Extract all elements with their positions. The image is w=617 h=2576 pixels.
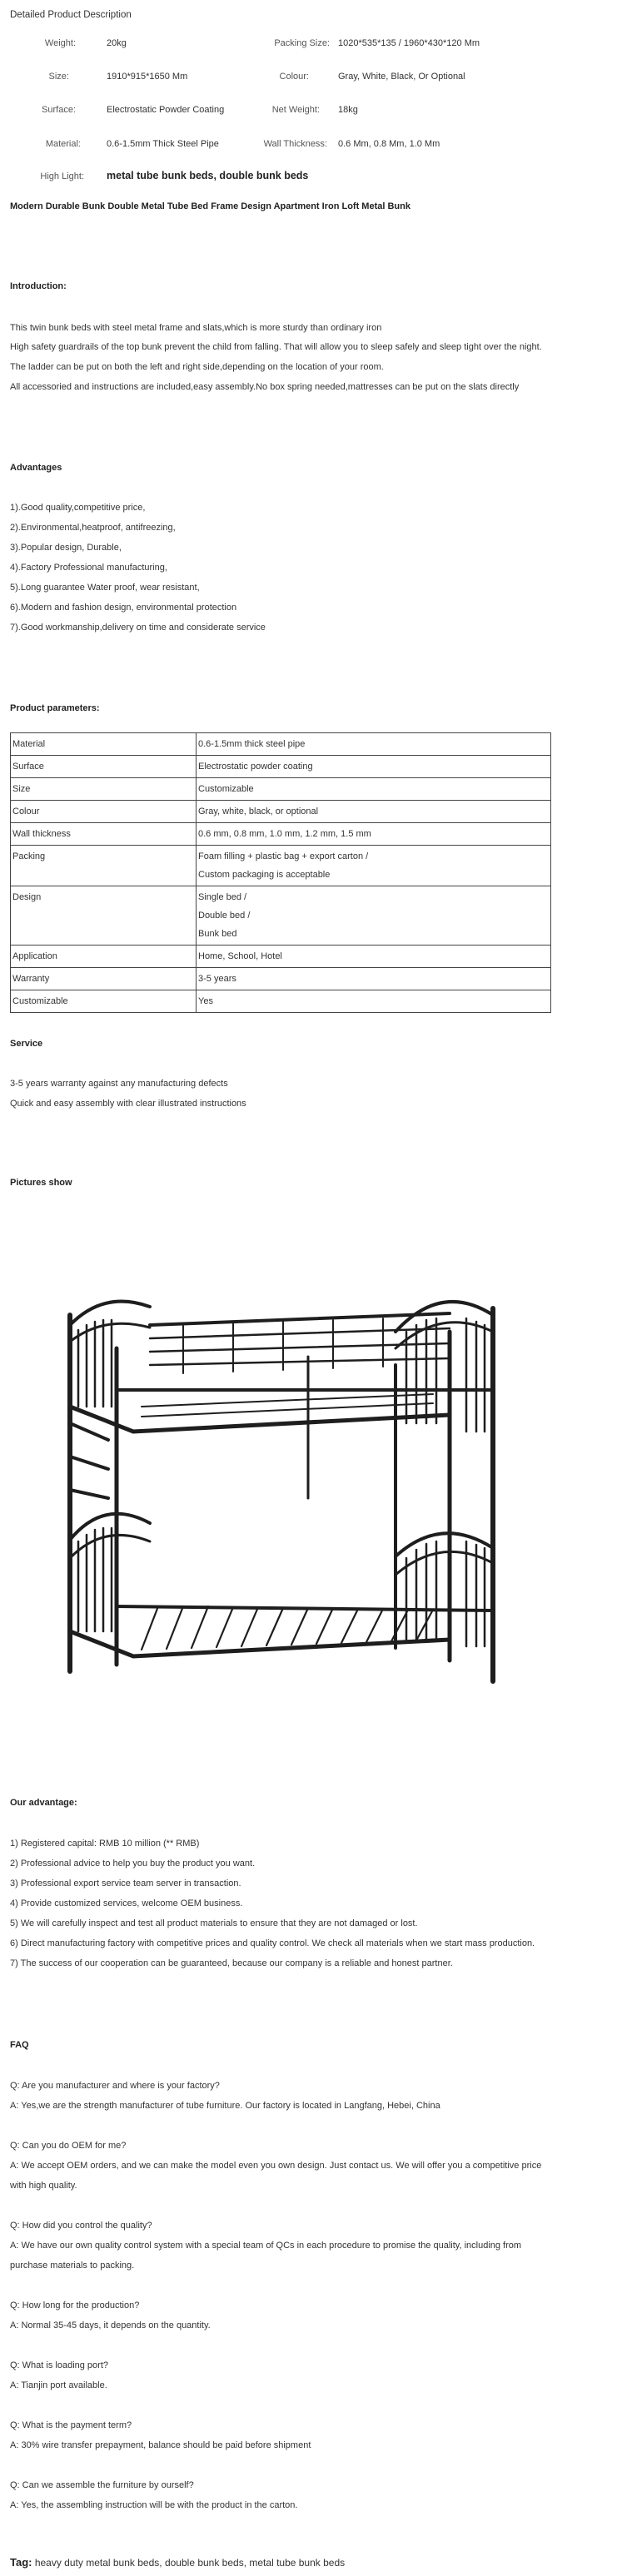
faq-question: Q: Can you do OEM for me? [10, 2141, 127, 2151]
our-advantage-item: 2) Professional advice to help you buy the product you want. [10, 1859, 256, 1869]
spec-net-weight-value: 18kg [338, 105, 358, 115]
param-value-line: Foam filling + plastic bag + export carton / [198, 851, 369, 861]
spec-packing-size-value: 1020*535*135 / 1960*430*120 Mm [338, 38, 480, 48]
spec-material-value: 0.6-1.5mm Thick Steel Pipe [107, 139, 219, 149]
faq-answer: A: Tianjin port available. [10, 2380, 107, 2390]
faq-answer: A: We have our own quality control system with a special team of QCs in each procedure to promise the quality, including from [10, 2241, 522, 2251]
faq-title: FAQ [10, 2040, 29, 2050]
our-advantage-item: 4) Provide customized services, welcome OEM business. [10, 1898, 243, 1908]
table-row [11, 886, 551, 946]
faq-answer: A: Yes, the assembling instruction will be with the product in the carton. [10, 2500, 298, 2510]
our-advantage-item: 3) Professional export service team server in transaction. [10, 1879, 241, 1889]
table-row [11, 968, 551, 990]
introduction-line: This twin bunk beds with steel metal frame and slats,which is more sturdy than ordinary iron [10, 323, 382, 333]
our-advantage-title: Our advantage: [10, 1798, 77, 1808]
table-row [11, 756, 551, 778]
parameters-title: Product parameters: [10, 703, 100, 713]
table-row [11, 801, 551, 823]
param-key: Colour [11, 801, 197, 823]
faq-answer: purchase materials to packing. [10, 2261, 135, 2271]
faq-answer: A: We accept OEM orders, and we can make the model even you own design. Just contact us. We will offer you a competitive price [10, 2161, 542, 2171]
spec-weight-label: Weight: [44, 38, 76, 48]
param-value-line: Bunk bed [198, 929, 237, 939]
tag-link[interactable]: double bunk beds [164, 2557, 244, 2569]
param-value: Home, School, Hotel [197, 946, 551, 968]
spec-size-value: 1910*915*1650 Mm [107, 72, 188, 82]
param-key: Application [11, 946, 197, 968]
faq-question: Q: What is loading port? [10, 2360, 109, 2370]
param-key: Wall thickness [11, 823, 197, 846]
param-key: Packing [11, 846, 197, 886]
advantage-item: 2).Environmental,heatproof, antifreezing, [10, 523, 176, 533]
bunk-bed-image [58, 1248, 508, 1698]
advantage-item: 3).Popular design, Durable, [10, 543, 122, 553]
table-row [11, 946, 551, 968]
advantage-item: 1).Good quality,competitive price, [10, 503, 146, 513]
product-title: Modern Durable Bunk Double Metal Tube Bed Frame Design Apartment Iron Loft Metal Bunk [10, 201, 411, 211]
param-key: Surface [11, 756, 197, 778]
spec-net-weight-label: Net Weight: [271, 105, 320, 115]
param-value [197, 846, 551, 886]
param-value-line: Custom packaging is acceptable [198, 870, 331, 880]
tag-label: Tag: [10, 2556, 32, 2569]
faq-question: Q: What is the payment term? [10, 2420, 132, 2430]
tag-link[interactable]: heavy duty metal bunk beds [34, 2557, 160, 2569]
table-row [11, 778, 551, 801]
spec-colour-value: Gray, White, Black, Or Optional [338, 72, 465, 82]
param-value-line: Double bed / [198, 911, 251, 921]
param-key: Size [11, 778, 197, 801]
table-row [11, 846, 551, 886]
advantage-item: 7).Good workmanship,delivery on time and considerate service [10, 623, 266, 633]
table-row [11, 733, 551, 756]
param-key: Design [11, 886, 197, 946]
param-key: Material [11, 733, 197, 756]
parameters-table [10, 732, 551, 1013]
advantage-item: 5).Long guarantee Water proof, wear resistant, [10, 583, 200, 593]
spec-weight-value: 20kg [107, 38, 127, 48]
spec-surface-value: Electrostatic Powder Coating [107, 105, 225, 115]
spec-surface-label: Surface: [42, 105, 76, 115]
spec-wall-thickness-label: Wall Thickness: [263, 139, 327, 149]
introduction-title: Introduction: [10, 281, 67, 291]
param-key: Warranty [11, 968, 197, 990]
highlight-label: High Light: [40, 171, 84, 181]
param-value-line: Single bed / [198, 892, 247, 902]
tag-list [10, 2556, 345, 2569]
spec-size-label: Size: [48, 72, 69, 82]
highlight-value: metal tube bunk beds, double bunk beds [107, 170, 309, 181]
spec-colour-label: Colour: [279, 72, 309, 82]
introduction-line: The ladder can be put on both the left and right side,depending on the location of your room. [10, 362, 384, 372]
table-row [11, 990, 551, 1013]
faq-answer: A: Yes,we are the strength manufacturer of tube furniture. Our factory is located in Langfang, Hebei, China [10, 2101, 440, 2111]
param-value: Customizable [197, 778, 551, 801]
our-advantage-item: 7) The success of our cooperation can be guaranteed, because our company is a reliable and honest partner. [10, 1958, 453, 1968]
tag-link[interactable]: metal tube bunk beds [249, 2557, 346, 2569]
param-key: Customizable [11, 990, 197, 1013]
introduction-line: All accessoried and instructions are included,easy assembly.No box spring needed,mattresses can be put on the slats directly [10, 382, 520, 392]
param-value: 0.6-1.5mm thick steel pipe [197, 733, 551, 756]
param-value [197, 886, 551, 946]
our-advantage-item: 1) Registered capital: RMB 10 million (** RMB) [10, 1839, 200, 1849]
spec-wall-thickness-value: 0.6 Mm, 0.8 Mm, 1.0 Mm [338, 139, 440, 149]
param-value: Gray, white, black, or optional [197, 801, 551, 823]
page-header: Detailed Product Description [10, 10, 132, 20]
introduction-line: High safety guardrails of the top bunk prevent the child from falling. That will allow you to sleep safely and sleep tight over the night. [10, 342, 542, 352]
pictures-title: Pictures show [10, 1178, 72, 1188]
faq-question: Q: How did you control the quality? [10, 2221, 152, 2231]
table-row [11, 823, 551, 846]
our-advantage-item: 5) We will carefully inspect and test all product materials to ensure that they are not damaged or lost. [10, 1918, 418, 1928]
param-value: 0.6 mm, 0.8 mm, 1.0 mm, 1.2 mm, 1.5 mm [197, 823, 551, 846]
tag-separator: , [159, 2557, 162, 2569]
service-line: Quick and easy assembly with clear illustrated instructions [10, 1099, 246, 1109]
param-value: 3-5 years [197, 968, 551, 990]
our-advantage-item: 6) Direct manufacturing factory with competitive prices and quality control. We check all materials when we start mass production. [10, 1938, 535, 1948]
faq-answer: A: Normal 35-45 days, it depends on the quantity. [10, 2320, 211, 2330]
faq-answer: A: 30% wire transfer prepayment, balance should be paid before shipment [10, 2440, 311, 2450]
service-title: Service [10, 1039, 43, 1049]
faq-question: Q: How long for the production? [10, 2301, 140, 2310]
spec-packing-size-label: Packing Size: [274, 38, 330, 48]
advantage-item: 6).Modern and fashion design, environmental protection [10, 603, 237, 613]
tag-separator: , [243, 2557, 247, 2569]
param-value: Electrostatic powder coating [197, 756, 551, 778]
faq-answer: with high quality. [10, 2181, 77, 2191]
faq-question: Q: Can we assemble the furniture by ourself? [10, 2480, 194, 2490]
advantages-title: Advantages [10, 463, 62, 473]
service-line: 3-5 years warranty against any manufacturing defects [10, 1079, 228, 1089]
param-value: Yes [197, 990, 551, 1013]
advantage-item: 4).Factory Professional manufacturing, [10, 563, 167, 573]
faq-question: Q: Are you manufacturer and where is your factory? [10, 2081, 220, 2091]
spec-material-label: Material: [45, 139, 81, 149]
